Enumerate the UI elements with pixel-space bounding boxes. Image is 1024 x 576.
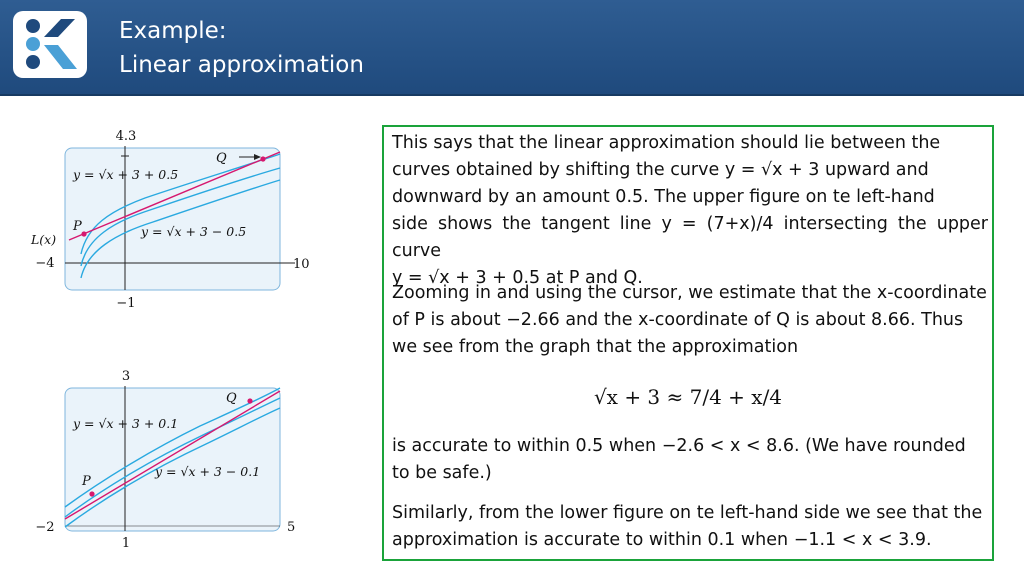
bottom-lower-label: y = √x + 3 − 0.1 [155,464,261,479]
approximation-formula: √x + 3 ≈ 7/4 + x/4 [593,385,783,409]
top-line-label: L(x) [31,232,57,247]
paragraph-2 [392,280,988,361]
bottom-upper-label: y = √x + 3 + 0.1 [73,416,179,431]
top-xmin-label: −4 [35,256,55,271]
p1-line-4: side shows the tangent line y = (7+x)/4 intersecting the upper curve [392,214,988,261]
p3-line-1: is accurate to within 0.5 when −2.6 < x < 8.6. (We have rounded [392,436,966,456]
point-q [247,398,252,403]
top-lower-label: y = √x + 3 − 0.5 [141,224,247,239]
p4-line-2: approximation is accurate to within 0.1 when −1.1 < x < 3.9. [392,530,932,550]
bottom-ymax-label: 3 [121,369,131,384]
p2-line-2: of P is about −2.66 and the x-coordinate of Q is about 8.66. Thus [392,310,964,330]
paragraph-4 [392,500,988,554]
logo-icon [13,11,87,78]
p1-line-5: y = √x + 3 + 0.5 at P and Q. [392,268,643,288]
title-line-2: Linear approximation [119,52,364,78]
top-xmax-label: 10 [293,257,310,272]
graph-top [25,126,315,316]
explanation-panel [382,125,994,561]
bottom-p-label: P [82,474,91,489]
p1-line-2: curves obtained by shifting the curve y = √x + 3 upward and [392,160,929,180]
paragraph-1 [392,130,988,292]
slide-title [119,14,364,82]
top-ymin-label: −1 [116,296,136,311]
p2-line-1: Zooming in and using the cursor, we estimate that the x-coordinate [392,283,987,303]
bottom-xmax-label: 5 [287,520,296,535]
p1-line-3: downward by an amount 0.5. The upper figure on te left-hand [392,187,935,207]
p4-line-1: Similarly, from the lower figure on te left-hand side we see that the [392,503,983,523]
p1-line-1: This says that the linear approximation should lie between the [392,133,941,153]
bottom-ymin-label: 1 [121,536,131,551]
paragraph-3 [392,433,988,487]
point-p [89,491,94,496]
p2-line-3: we see from the graph that the approximation [392,337,799,357]
graph-bottom [25,366,315,558]
point-p [81,231,86,236]
bottom-q-label: Q [226,391,237,406]
point-q [260,156,265,161]
top-q-label: Q [216,151,227,166]
top-upper-label: y = √x + 3 + 0.5 [73,167,179,182]
title-line-1: Example: [119,18,227,44]
header-bar [0,0,1024,96]
top-ymax-label: 4.3 [115,129,137,144]
p3-line-2: to be safe.) [392,463,492,483]
bottom-xmin-label: −2 [35,520,55,535]
top-p-label: P [73,219,82,234]
